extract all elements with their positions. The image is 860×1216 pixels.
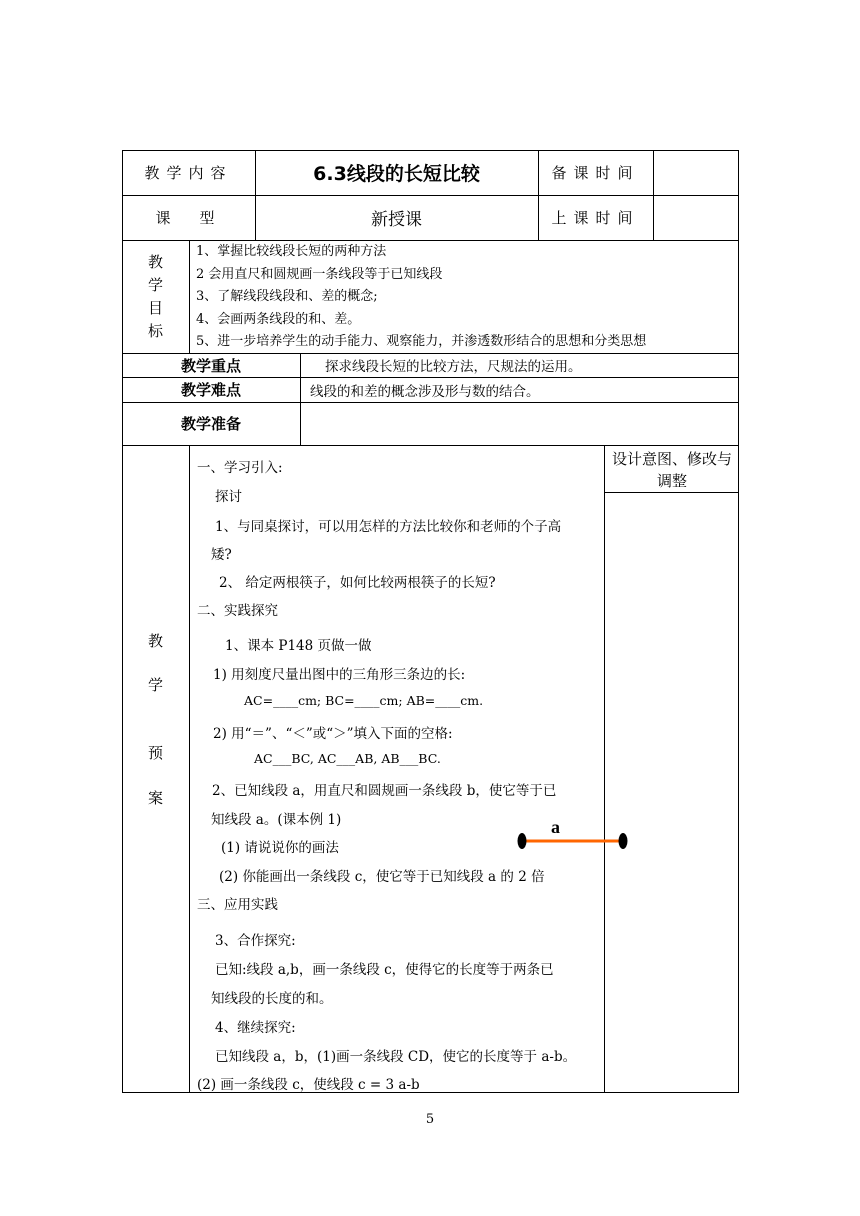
objectives-label-char: 标 <box>147 321 163 340</box>
segment-a-diagram <box>512 826 632 856</box>
preparation-label: 教学准备 <box>180 415 241 433</box>
difficulty-label: 教学难点 <box>180 381 241 399</box>
segment-a-endpoint <box>518 833 527 849</box>
plan-line: 已知线段 a，b，(1)画一条线段 CD，使它的长度等于 a-b。 <box>215 1049 577 1065</box>
preparation-text <box>310 402 735 445</box>
plan-line: AC___BC, AC___AB, AB___BC. <box>254 751 441 766</box>
segment-a-label: a <box>551 817 560 837</box>
lesson-title: 6.3线段的长短比较 <box>313 163 480 185</box>
plan-line: 1、课本 P148 页做一做 <box>225 638 372 654</box>
plan-label-char: 案 <box>148 789 164 807</box>
col-divider <box>189 240 190 353</box>
objective-item: 5、进一步培养学生的动手能力、观察能力，并渗透数形结合的思想和分类思想 <box>196 334 647 349</box>
plan-line: 1、与同桌探讨，可以用怎样的方法比较你和老师的个子高 <box>215 519 562 535</box>
plan-label <box>122 620 189 820</box>
page-number: 5 <box>425 1112 435 1127</box>
plan-line: 4、继续探究: <box>215 1020 296 1036</box>
plan-line: (2) 你能画出一条线段 c，使它等于已知线段 a 的 2 倍 <box>219 869 545 885</box>
objective-item: 2 会用直尺和圆规画一条线段等于已知线段 <box>196 266 443 282</box>
col-divider <box>189 445 190 1093</box>
plan-line: 一、学习引入: <box>197 460 283 476</box>
objective-item: 1、掌握比较线段长短的两种方法 <box>196 244 387 259</box>
plan-line: 已知:线段 a,b，画一条线段 c，使得它的长度等于两条已 <box>215 962 554 978</box>
plan-label-char: 预 <box>148 744 164 762</box>
segment-a-endpoint <box>619 833 628 849</box>
plan-line: (2) 画一条线段 c，使线段 c = 3 a-b <box>197 1077 420 1093</box>
plan-line: AC=____cm; BC=____cm; AB=____cm. <box>244 693 484 708</box>
plan-line: 2、已知线段 a，用直尺和圆规画一条线段 b，使它等于已 <box>212 783 557 799</box>
focus-text: 探求线段长短的比较方法，尺规法的运用。 <box>325 359 582 375</box>
plan-line: 二、实践探究 <box>197 603 278 619</box>
objective-item: 3、了解线段线段和、差的概念; <box>196 289 378 304</box>
plan-label-char: 学 <box>148 676 164 694</box>
row-divider <box>122 445 739 446</box>
prep-time-value <box>653 150 739 195</box>
objective-item: 4、会画两条线段的和、差。 <box>196 311 361 327</box>
focus-label: 教学重点 <box>180 356 241 375</box>
label-type: 课 型 <box>155 209 222 227</box>
label-class-time: 上课时间 <box>551 209 640 227</box>
lesson-type: 新授课 <box>371 210 422 230</box>
difficulty-text: 线段的和差的概念涉及形与数的结合。 <box>310 383 540 400</box>
col-divider <box>604 445 605 1093</box>
class-time-value <box>653 195 739 240</box>
plan-line: 知线段的长度的和。 <box>211 991 333 1007</box>
col-divider <box>300 353 301 445</box>
plan-line: 2、 给定两根筷子，如何比较两根筷子的长短? <box>219 575 496 591</box>
objectives-label <box>122 240 189 353</box>
objectives-label-char: 教 <box>147 252 163 271</box>
plan-line: (1) 请说说你的画法 <box>221 840 339 856</box>
plan-line: 三、应用实践 <box>197 897 278 913</box>
objectives-label-char: 学 <box>147 275 163 294</box>
design-notes-header: 设计意图、修改与调整 <box>611 450 732 490</box>
plan-line: 矮? <box>211 547 232 563</box>
plan-line: 探讨 <box>215 489 242 505</box>
label-content: 教学内容 <box>144 164 233 182</box>
objectives-label-char: 目 <box>147 298 163 317</box>
plan-line: 2) 用“＝”、“＜”或“＞”填入下面的空格: <box>213 726 453 742</box>
plan-label-char: 教 <box>148 632 164 650</box>
plan-line: 知线段 a。(课本例 1) <box>211 812 342 828</box>
objectives-list <box>196 241 736 354</box>
plan-line: 1) 用刻度尺量出图中的三角形三条边的长: <box>213 667 466 683</box>
plan-line: 3、合作探究: <box>215 933 296 949</box>
side-header-divider <box>604 492 739 493</box>
label-prep-time: 备课时间 <box>551 164 640 182</box>
